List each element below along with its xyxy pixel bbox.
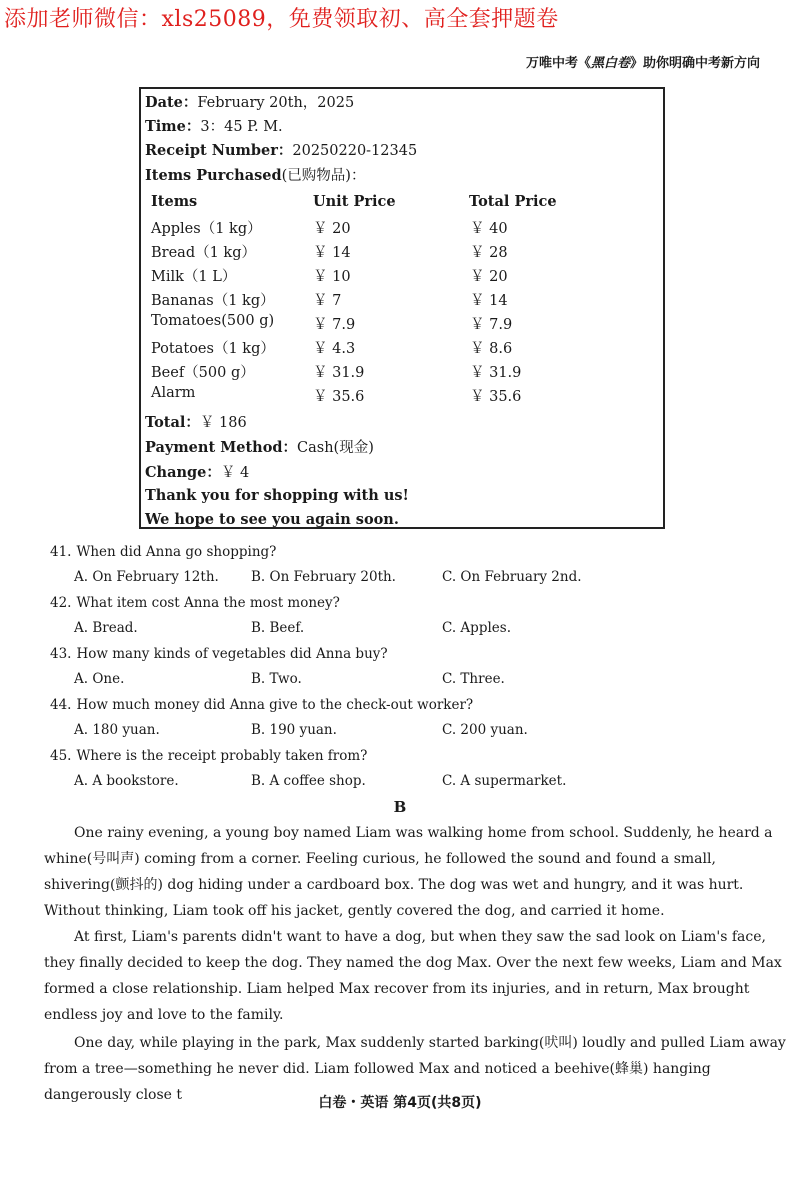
option-a: A. On February 12th.	[74, 569, 219, 585]
total-price: ￥ 20	[470, 269, 508, 285]
items-purchased-label: Items Purchased(已购物品)：	[145, 167, 366, 184]
item-name: Tomatoes(500 g)	[151, 313, 275, 329]
unit-price: ￥ 35.6	[313, 389, 365, 405]
total-price: ￥ 14	[470, 293, 508, 309]
table-row	[145, 265, 665, 285]
question-44	[50, 697, 473, 713]
header-series: 黑白卷	[590, 56, 630, 71]
total-price: ￥ 8.6	[470, 341, 513, 357]
unit-price: ￥ 31.9	[313, 365, 365, 381]
table-row	[145, 289, 665, 309]
item-name: Bananas（1 kg）	[151, 293, 275, 309]
option-c: C. Three.	[442, 671, 505, 687]
question-41	[50, 544, 276, 560]
receipt-time: Time：3：45 P. M.	[145, 118, 283, 135]
option-c: C. Apples.	[442, 620, 511, 636]
option-a: A. A bookstore.	[74, 773, 179, 789]
unit-price: ￥ 7	[313, 293, 342, 309]
option-b: B. Two.	[251, 671, 302, 687]
question-45	[50, 748, 367, 764]
option-c: C. 200 yuan.	[442, 722, 528, 738]
receipt-box	[139, 87, 665, 529]
question-text: What item cost Anna the most money?	[76, 595, 340, 611]
passage-paragraph-2: At first, Liam's parents didn't want to have a dog, but when they saw the sad look on Liam's face, they finally decided to keep the dog. They named the dog Max. Over the next few weeks, Liam and Max formed a close relationship. Liam helped Max recover from its injuries, and in return, Max brought endless joy and love to the family.	[44, 929, 782, 1023]
item-name: Milk（1 L）	[151, 269, 237, 285]
option-a: A. 180 yuan.	[74, 722, 160, 738]
option-a: A. Bread.	[74, 620, 138, 636]
table-row	[145, 337, 665, 357]
receipt-hope: We hope to see you again soon.	[145, 511, 399, 528]
question-text: When did Anna go shopping?	[76, 544, 277, 560]
item-name: Potatoes（1 kg）	[151, 341, 275, 357]
option-b: B. Beef.	[251, 620, 305, 636]
unit-price: ￥ 14	[313, 245, 351, 261]
total-price: ￥ 7.9	[470, 317, 513, 333]
option-c: C. A supermarket.	[442, 773, 567, 789]
receipt-date: Date：February 20th，2025	[145, 94, 355, 111]
question-number: 44.	[50, 697, 72, 713]
table-row	[145, 241, 665, 261]
table-row	[145, 313, 665, 333]
option-b: B. A coffee shop.	[251, 773, 366, 789]
question-number: 41.	[50, 544, 72, 560]
unit-price: ￥ 4.3	[313, 341, 356, 357]
item-name: Alarm	[151, 385, 196, 401]
column-header-total-price: Total Price	[469, 193, 557, 210]
question-text: How much money did Anna give to the check-out worker?	[76, 697, 474, 713]
option-a: A. One.	[74, 671, 125, 687]
question-number: 45.	[50, 748, 72, 764]
option-c: C. On February 2nd.	[442, 569, 582, 585]
header-prefix: 万唯中考《	[525, 56, 591, 71]
watermark-text: 添加老师微信：xls25089，免费领取初、高全套押题卷	[4, 7, 559, 32]
item-name: Bread（1 kg）	[151, 245, 256, 261]
column-header-items: Items	[151, 193, 198, 210]
receipt-payment-method: Payment Method：Cash(现金)	[145, 439, 374, 456]
receipt-change: Change：￥ 4	[145, 464, 250, 481]
question-text: How many kinds of vegetables did Anna buy?	[76, 646, 388, 662]
item-name: Apples（1 kg）	[151, 221, 262, 237]
section-b-heading: B	[393, 798, 407, 816]
passage-paragraph-3: One day, while playing in the park, Max suddenly started barking(吠叫) loudly and pulled Liam away from a tree—something he never did. Liam followed Max and noticed a beehive(蜂巢) hanging dangerously close t	[44, 1035, 786, 1103]
unit-price: ￥ 7.9	[313, 317, 356, 333]
receipt-thanks: Thank you for shopping with us!	[145, 487, 409, 504]
unit-price: ￥ 20	[313, 221, 351, 237]
total-price: ￥ 40	[470, 221, 508, 237]
receipt-number: Receipt Number：20250220-12345	[145, 142, 418, 159]
question-text: Where is the receipt probably taken from?	[76, 748, 368, 764]
item-name: Beef（500 g）	[151, 365, 255, 381]
option-b: B. 190 yuan.	[251, 722, 337, 738]
items-table-header	[145, 193, 665, 213]
column-header-unit-price: Unit Price	[313, 193, 396, 210]
total-price: ￥ 35.6	[470, 389, 522, 405]
page-header	[526, 52, 760, 71]
question-43	[50, 646, 388, 662]
table-row	[145, 385, 665, 405]
passage-paragraph-1: One rainy evening, a young boy named Liam was walking home from school. Suddenly, he heard a whine(号叫声) coming from a corner. Feeling curious, he followed the sound and found a small, shivering(颤抖的) dog hiding under a cardboard box. The dog was wet and hungry, and it was hurt. Without thinking, Liam took off his jacket, gently covered the dog, and carried it home.	[44, 825, 773, 919]
question-number: 42.	[50, 595, 72, 611]
question-42	[50, 595, 340, 611]
receipt-total: Total：￥ 186	[145, 414, 247, 431]
page-footer: 白卷・英语 第4页(共8页)	[318, 1095, 482, 1111]
table-row	[145, 361, 665, 381]
total-price: ￥ 28	[470, 245, 508, 261]
unit-price: ￥ 10	[313, 269, 351, 285]
option-b: B. On February 20th.	[251, 569, 396, 585]
header-suffix: 》助你明确中考新方向	[629, 56, 760, 71]
question-number: 43.	[50, 646, 72, 662]
table-row	[145, 217, 665, 237]
total-price: ￥ 31.9	[470, 365, 522, 381]
